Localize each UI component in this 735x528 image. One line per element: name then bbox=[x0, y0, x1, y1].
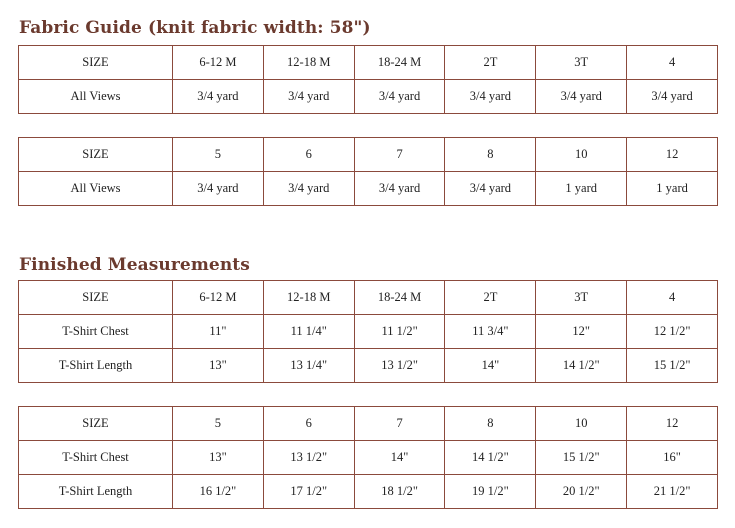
size-label: SIZE bbox=[19, 138, 173, 172]
table-cell: 11" bbox=[173, 315, 264, 349]
size-header-cell: 18-24 M bbox=[354, 281, 445, 315]
size-header-cell: 5 bbox=[173, 138, 264, 172]
table-cell: 3/4 yard bbox=[536, 80, 627, 114]
size-header-cell: 3T bbox=[536, 46, 627, 80]
table-cell: 1 yard bbox=[627, 172, 718, 206]
table-cell: 13 1/4" bbox=[263, 349, 354, 383]
table-cell: 3/4 yard bbox=[354, 172, 445, 206]
table-cell: 16 1/2" bbox=[173, 475, 264, 509]
size-header-cell: 6-12 M bbox=[173, 46, 264, 80]
table-cell: 13 1/2" bbox=[354, 349, 445, 383]
size-header-cell: 6-12 M bbox=[173, 281, 264, 315]
size-header-cell: 4 bbox=[627, 46, 718, 80]
table-cell: 16" bbox=[627, 441, 718, 475]
size-header-cell: 2T bbox=[445, 281, 536, 315]
table-cell: 18 1/2" bbox=[354, 475, 445, 509]
size-header-row bbox=[19, 281, 718, 315]
size-header-cell: 7 bbox=[354, 407, 445, 441]
table-cell: 14" bbox=[354, 441, 445, 475]
row-label: T-Shirt Length bbox=[19, 349, 173, 383]
table-cell: 14 1/2" bbox=[445, 441, 536, 475]
table-cell: 11 3/4" bbox=[445, 315, 536, 349]
size-header-cell: 12 bbox=[627, 407, 718, 441]
table-cell: 14" bbox=[445, 349, 536, 383]
size-header-cell: 12-18 M bbox=[263, 281, 354, 315]
table-cell: 11 1/4" bbox=[263, 315, 354, 349]
size-header-cell: 7 bbox=[354, 138, 445, 172]
size-header-cell: 10 bbox=[536, 407, 627, 441]
table-cell: 3/4 yard bbox=[263, 172, 354, 206]
row-label: T-Shirt Chest bbox=[19, 441, 173, 475]
size-header-cell: 3T bbox=[536, 281, 627, 315]
size-header-cell: 10 bbox=[536, 138, 627, 172]
size-header-cell: 5 bbox=[173, 407, 264, 441]
table-cell: 3/4 yard bbox=[445, 80, 536, 114]
fabric-guide-title: Fabric Guide (knit fabric width: 58") bbox=[19, 18, 371, 38]
table-cell: 20 1/2" bbox=[536, 475, 627, 509]
table-cell: 1 yard bbox=[536, 172, 627, 206]
row-label: T-Shirt Length bbox=[19, 475, 173, 509]
finished-measurements-table-2 bbox=[18, 406, 718, 509]
table-cell: 12" bbox=[536, 315, 627, 349]
table-cell: 13" bbox=[173, 441, 264, 475]
table-row bbox=[19, 315, 718, 349]
table-row bbox=[19, 441, 718, 475]
table-row bbox=[19, 349, 718, 383]
table-row bbox=[19, 80, 718, 114]
table-cell: 21 1/2" bbox=[627, 475, 718, 509]
table-cell: 11 1/2" bbox=[354, 315, 445, 349]
table-cell: 3/4 yard bbox=[173, 80, 264, 114]
row-label: T-Shirt Chest bbox=[19, 315, 173, 349]
size-header-cell: 12 bbox=[627, 138, 718, 172]
finished-measurements-table-1 bbox=[18, 280, 718, 383]
size-label: SIZE bbox=[19, 281, 173, 315]
table-cell: 3/4 yard bbox=[354, 80, 445, 114]
size-header-row bbox=[19, 138, 718, 172]
size-label: SIZE bbox=[19, 407, 173, 441]
table-cell: 14 1/2" bbox=[536, 349, 627, 383]
size-header-cell: 12-18 M bbox=[263, 46, 354, 80]
table-row bbox=[19, 475, 718, 509]
table-cell: 12 1/2" bbox=[627, 315, 718, 349]
size-header-row bbox=[19, 407, 718, 441]
table-cell: 19 1/2" bbox=[445, 475, 536, 509]
table-cell: 13 1/2" bbox=[263, 441, 354, 475]
size-header-cell: 6 bbox=[263, 407, 354, 441]
size-header-cell: 2T bbox=[445, 46, 536, 80]
table-cell: 17 1/2" bbox=[263, 475, 354, 509]
table-cell: 13" bbox=[173, 349, 264, 383]
size-header-cell: 18-24 M bbox=[354, 46, 445, 80]
table-cell: 3/4 yard bbox=[627, 80, 718, 114]
fabric-guide-table-1 bbox=[18, 45, 718, 114]
table-cell: 3/4 yard bbox=[263, 80, 354, 114]
size-header-cell: 6 bbox=[263, 138, 354, 172]
table-cell: 3/4 yard bbox=[445, 172, 536, 206]
size-header-cell: 4 bbox=[627, 281, 718, 315]
row-label: All Views bbox=[19, 172, 173, 206]
size-header-cell: 8 bbox=[445, 407, 536, 441]
table-cell: 15 1/2" bbox=[536, 441, 627, 475]
size-header-cell: 8 bbox=[445, 138, 536, 172]
fabric-guide-table-2 bbox=[18, 137, 718, 206]
row-label: All Views bbox=[19, 80, 173, 114]
size-label: SIZE bbox=[19, 46, 173, 80]
finished-measurements-title: Finished Measurements bbox=[19, 255, 250, 275]
size-header-row bbox=[19, 46, 718, 80]
table-row bbox=[19, 172, 718, 206]
table-cell: 15 1/2" bbox=[627, 349, 718, 383]
table-cell: 3/4 yard bbox=[173, 172, 264, 206]
